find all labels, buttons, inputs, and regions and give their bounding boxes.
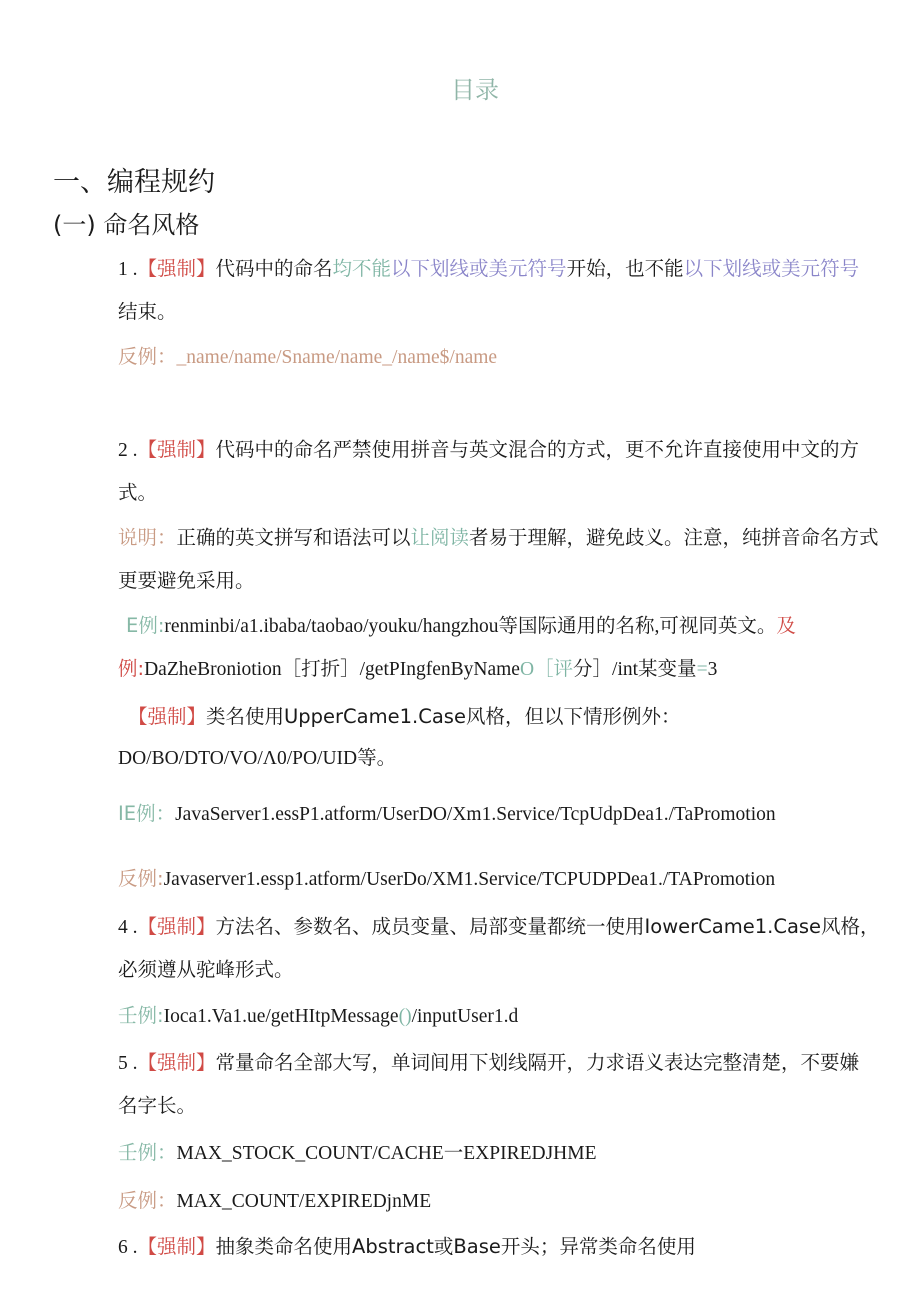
rule-2-example-line-1 xyxy=(126,610,796,638)
rule-text: 抽象类命名使用Abstract或Base开头；异常类命名使用 xyxy=(215,1235,696,1258)
example-text: = xyxy=(696,659,708,680)
example-label: E例: xyxy=(126,614,165,637)
example-text: 分］/int某变量 xyxy=(573,659,697,680)
rule-number: 4 . xyxy=(118,917,138,938)
rule-text: 开始，也不能 xyxy=(566,257,684,280)
rule-4-example xyxy=(118,1000,518,1028)
example-text: DaZheBroniotion［打折］/getPIngfenByName xyxy=(144,659,520,680)
example-label: IE例： xyxy=(118,802,176,825)
rule-5-line-1 xyxy=(118,1047,859,1075)
rule-number: 2 . xyxy=(118,440,138,461)
example-label: 壬例: xyxy=(118,1004,164,1027)
rule-5-positive-example xyxy=(118,1137,597,1165)
mandatory-tag: 【强制】 xyxy=(137,1051,216,1074)
example-text: MAX_STOCK_COUNT/CACHE一EXPIREDJHME xyxy=(176,1143,597,1164)
rule-4-line-1 xyxy=(118,911,880,939)
note-label: 说明： xyxy=(118,526,177,549)
rule-number: 5 . xyxy=(118,1053,138,1074)
rule-text: 方法名、参数名、成员变量、局部变量都统一使用IowerCame1.Case风格， xyxy=(215,915,880,938)
note-text: 正确的英文拼写和语法可以 xyxy=(176,526,411,549)
rule-text: 类名使用UpperCame1.Case风格，但以下情形例外： xyxy=(206,705,681,728)
toc-title: 目录 xyxy=(451,76,499,104)
mandatory-tag: 【强制】 xyxy=(128,705,207,728)
highlight-text: 以下划线或美元符号 xyxy=(683,257,860,280)
rule-text: 代码中的命名严禁使用拼音与英文混合的方式，更不允许直接使用中文的方 xyxy=(215,438,860,461)
counter-example-label: 反例： xyxy=(118,1189,177,1212)
rule-1-counter-example xyxy=(118,341,497,369)
example-text: /inputUser1.d xyxy=(411,1006,519,1027)
heading-naming-style: (一) 命名风格 xyxy=(53,211,200,239)
rule-3-line-1 xyxy=(128,701,680,729)
example-text: MAX_COUNT/EXPIREDjnME xyxy=(176,1191,432,1212)
rule-3-counter-example xyxy=(118,863,775,891)
highlight-text: 以下划线或美元符号 xyxy=(391,257,567,280)
highlight-text: 评 xyxy=(553,657,574,680)
rule-2-line-2: 式。 xyxy=(118,481,158,504)
rule-3-positive-example xyxy=(118,798,776,826)
counter-example-label: 及 xyxy=(776,614,796,637)
rule-5-counter-example xyxy=(118,1185,431,1213)
rule-2-note-line-2: 更要避免采用。 xyxy=(118,569,255,592)
mandatory-tag: 【强制】 xyxy=(137,915,216,938)
rule-4-line-2: 必须遵从驼峰形式。 xyxy=(118,958,294,981)
example-text: 3 xyxy=(707,659,718,680)
counter-example-label: 反例： xyxy=(118,345,177,368)
highlight-text: 均不能 xyxy=(332,257,392,280)
rule-text: 代码中的命名 xyxy=(215,257,333,280)
rule-number: 1 . xyxy=(118,259,138,280)
note-text: 者易于理解，避免歧义。注意，纯拼音命名方式 xyxy=(469,526,879,549)
rule-5-line-2: 名字长。 xyxy=(118,1094,197,1117)
rule-2-note-line-1 xyxy=(118,522,879,550)
rule-1-line-2: 结束。 xyxy=(118,300,177,323)
rule-3-line-2: DO/BO/DTO/VO/Λ0/PO/UID等。 xyxy=(118,748,397,769)
example-text: renminbi/a1.ibaba/taobao/youku/hangzhou等国际通用的名称,可视同英文。 xyxy=(164,616,777,637)
mandatory-tag: 【强制】 xyxy=(137,1235,216,1258)
mandatory-tag: 【强制】 xyxy=(137,438,216,461)
mandatory-tag: 【强制】 xyxy=(137,257,216,280)
rule-number: 6 . xyxy=(118,1237,138,1258)
counter-example-label: 例: xyxy=(118,657,145,680)
example-text: O［ xyxy=(519,659,554,680)
rule-2-line-1 xyxy=(118,434,859,462)
highlight-text: 让阅读 xyxy=(410,526,470,549)
rule-6-line-1 xyxy=(118,1231,696,1259)
example-text: JavaServer1.essP1.atform/UserDO/Xm1.Service/TcpUdpDea1./TaPromotion xyxy=(175,804,776,825)
example-text: Javaserver1.essp1.atform/UserDo/XM1.Service/TCPUDPDea1./TAPromotion xyxy=(163,869,776,890)
example-text: _name/name/Sname/name_/name$/name xyxy=(176,347,498,368)
rule-1-line-1 xyxy=(118,253,859,281)
example-label: 壬例： xyxy=(118,1141,177,1164)
rule-2-example-line-2 xyxy=(118,653,717,681)
counter-example-label: 反例: xyxy=(118,867,164,890)
example-text: Ioca1.Va1.ue/getHItpMessage xyxy=(163,1006,399,1027)
rule-text: 常量命名全部大写，单词间用下划线隔开，力求语义表达完整清楚，不要嫌 xyxy=(215,1051,860,1074)
heading-programming-conventions: 一、编程规约 xyxy=(53,167,215,198)
example-text: () xyxy=(398,1006,412,1027)
